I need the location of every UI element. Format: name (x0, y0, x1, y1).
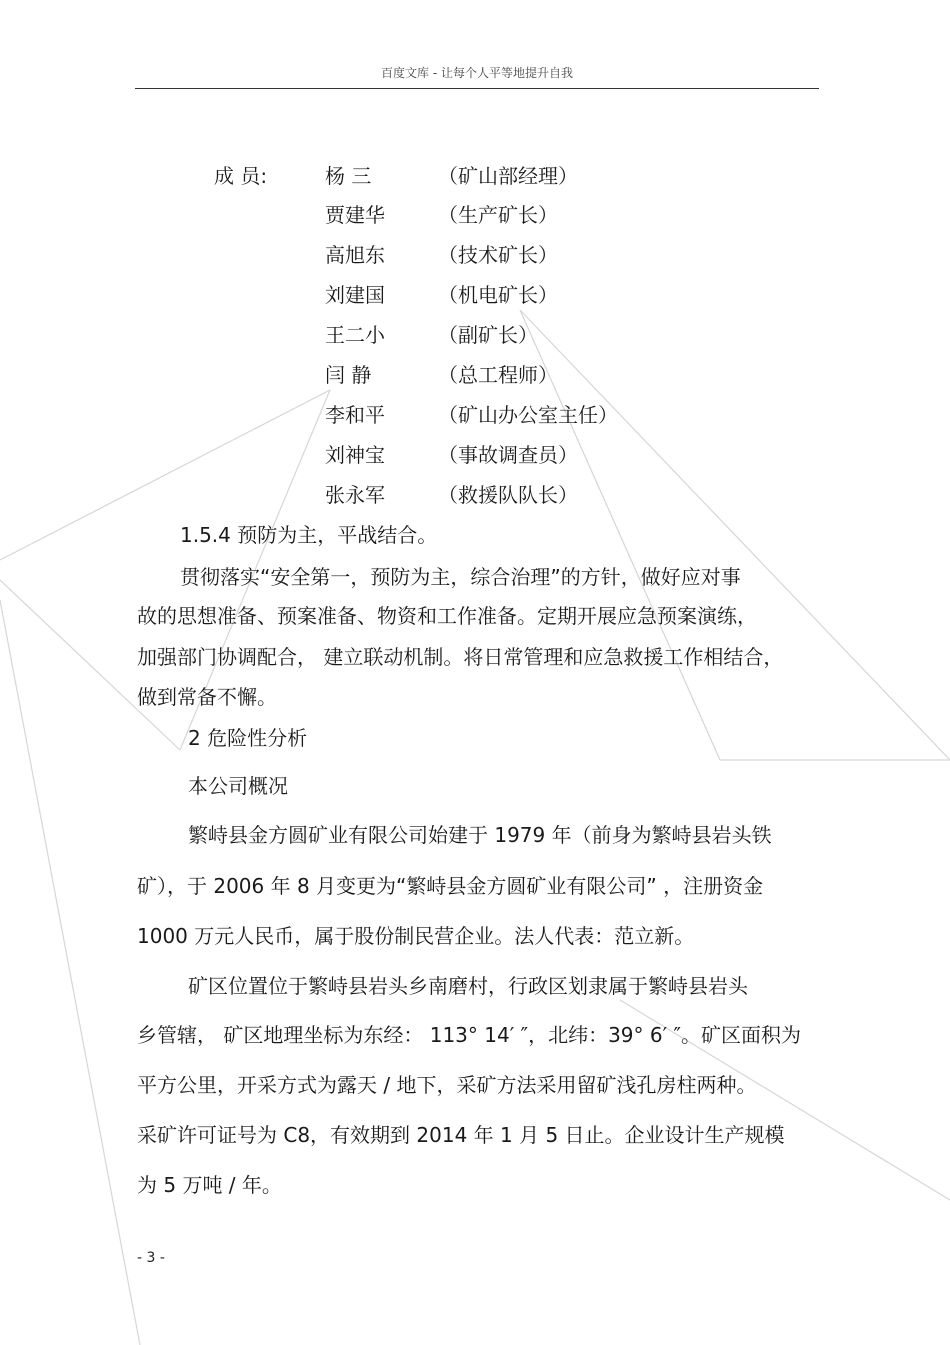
member-role: （救援队队长） (438, 483, 578, 507)
page-number: - 3 - (137, 1250, 165, 1266)
member-name: 刘建国 (325, 283, 385, 307)
paragraph-line: 故的思想准备、预案准备、物资和工作准备。定期开展应急预案演练， (137, 604, 757, 628)
member-role: （副矿长） (438, 323, 538, 347)
paragraph-line: 平方公里，开采方式为露天 / 地下，采矿方法采用留矿浅孔房柱两种。 (137, 1073, 757, 1097)
paragraph-line: 矿），于 2006 年 8 月变更为“繁峙县金方圆矿业有限公司” ，注册资金 (137, 874, 764, 898)
member-name: 贾建华 (325, 203, 385, 227)
paragraph-line: 为 5 万吨 / 年。 (137, 1173, 282, 1197)
member-name: 闫 静 (325, 363, 372, 387)
member-name: 李和平 (325, 403, 385, 427)
paragraph-line: 矿区位置位于繁峙县岩头乡南磨村，行政区划隶属于繁峙县岩头 (188, 974, 748, 998)
member-name: 高旭东 (325, 243, 385, 267)
member-name: 杨 三 (325, 164, 372, 188)
member-name: 王二小 (325, 323, 385, 347)
paragraph-line: 1000 万元人民币，属于股份制民营企业。法人代表：范立新。 (137, 924, 695, 948)
member-name: 张永军 (325, 483, 385, 507)
member-role: （生产矿长） (438, 203, 558, 227)
member-role: （事故调查员） (438, 443, 578, 467)
member-role: （矿山部经理） (438, 164, 578, 188)
member-role: （技术矿长） (438, 243, 558, 267)
member-name: 刘神宝 (325, 443, 385, 467)
page-header: 百度文库 - 让每个人平等地提升自我 (135, 58, 819, 89)
paragraph-line: 加强部门协调配合， 建立联动机制。将日常管理和应急救援工作相结合， (137, 645, 784, 669)
members-label: 成 员: (214, 164, 268, 188)
member-role: （矿山办公室主任） (438, 403, 618, 427)
section-heading-1-5-4: 1.5.4 预防为主，平战结合。 (180, 523, 438, 547)
paragraph-line: 做到常备不懈。 (137, 685, 277, 709)
subsection-heading: 本公司概况 (188, 774, 288, 798)
paragraph-line: 繁峙县金方圆矿业有限公司始建于 1979 年（前身为繁峙县岩头铁 (188, 823, 772, 847)
paragraph-line: 采矿许可证号为 C8，有效期到 2014 年 1 月 5 日止。企业设计生产规模 (137, 1123, 785, 1147)
paragraph-line: 贯彻落实“安全第一，预防为主，综合治理”的方针，做好应对事 (180, 565, 741, 589)
section-heading-2: 2 危险性分析 (188, 726, 308, 750)
paragraph-line: 乡管辖， 矿区地理坐标为东经： 113° 14′ ″，北纬：39° 6′ ″。矿区面积为 (137, 1023, 801, 1047)
member-role: （总工程师） (438, 363, 558, 387)
member-role: （机电矿长） (438, 283, 558, 307)
